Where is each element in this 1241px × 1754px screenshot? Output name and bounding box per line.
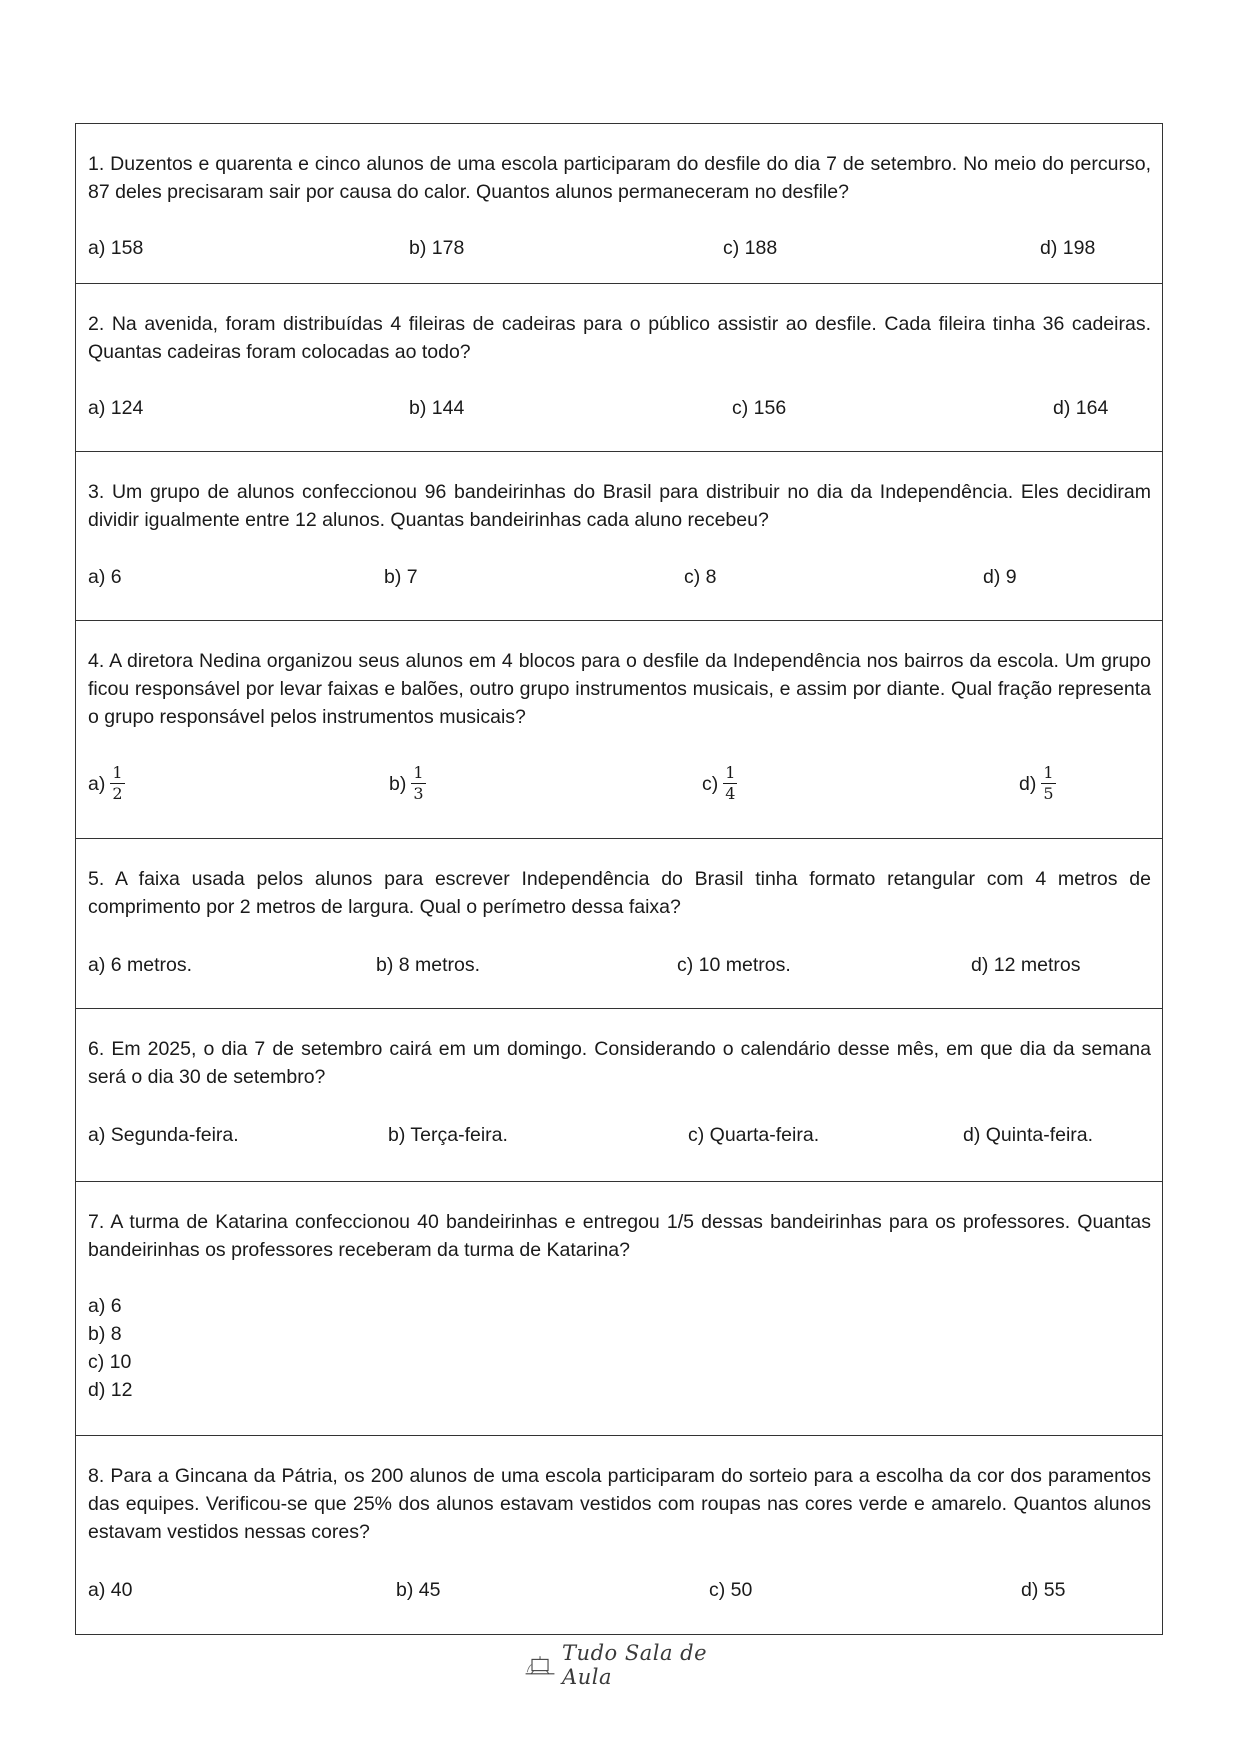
question-stem: 3. Um grupo de alunos confeccionou 96 bandeirinhas do Brasil para distribuir no dia da Independência. Eles decidiram dividir igualmente entre 12 alunos. Quantas bandeirinhas cada aluno recebeu?	[88, 481, 1151, 531]
fraction-denominator: 3	[413, 784, 424, 803]
fraction-numerator: 1	[725, 763, 736, 782]
question-7	[76, 1182, 1162, 1436]
question-6	[76, 1009, 1162, 1182]
option-a: a) 6 metros.	[88, 954, 193, 976]
fraction-numerator: 1	[1043, 763, 1054, 782]
option-b: b) 8	[88, 1323, 122, 1345]
question-5	[76, 839, 1162, 1009]
fraction	[110, 763, 124, 804]
option-a: a) 40	[88, 1579, 133, 1601]
option-a: a) 124	[88, 397, 144, 419]
option-d: d) 12	[88, 1379, 133, 1401]
option-d: d) 55	[1021, 1579, 1066, 1601]
option-c	[702, 763, 737, 804]
option-d: d) 164	[1053, 397, 1109, 419]
option-c: c) Quarta-feira.	[688, 1124, 820, 1146]
option-prefix: c)	[702, 772, 719, 795]
option-d: d) Quinta-feira.	[963, 1124, 1094, 1146]
question-stem: 7. A turma de Katarina confeccionou 40 bandeirinhas e entregou 1/5 dessas bandeirinhas para os professores. Quantas bandeirinhas os professores receberam da turma de Katarina?	[88, 1211, 1151, 1261]
option-prefix: b)	[389, 772, 407, 795]
question-stem: 2. Na avenida, foram distribuídas 4 fileiras de cadeiras para o público assistir ao desfile. Cada fileira tinha 36 cadeiras. Quantas cadeiras foram colocadas ao todo?	[88, 313, 1151, 363]
fraction	[411, 763, 425, 804]
option-b: b) 144	[409, 397, 465, 419]
option-b: b) Terça-feira.	[388, 1124, 508, 1146]
option-prefix: d)	[1019, 772, 1037, 795]
option-c: c) 188	[723, 237, 778, 259]
option-b	[389, 763, 426, 804]
option-b: b) 45	[396, 1579, 441, 1601]
option-c: c) 8	[684, 566, 717, 588]
worksheet-table	[75, 123, 1163, 1635]
option-b: b) 7	[384, 566, 418, 588]
fraction-denominator: 2	[112, 784, 123, 803]
question-stem: 6. Em 2025, o dia 7 de setembro cairá em um domingo. Considerando o calendário desse mês, em que dia da semana será o dia 30 de setembro?	[88, 1038, 1151, 1088]
option-a: a) 6	[88, 1295, 122, 1317]
fraction-denominator: 5	[1043, 784, 1054, 803]
question-stem: 5. A faixa usada pelos alunos para escrever Independência do Brasil tinha formato retangular com 4 metros de comprimento por 2 metros de largura. Qual o perímetro dessa faixa?	[88, 868, 1151, 918]
fraction-numerator: 1	[413, 763, 424, 782]
option-c: c) 10	[88, 1351, 132, 1373]
fraction-denominator: 4	[725, 784, 736, 803]
option-d: d) 9	[983, 566, 1017, 588]
question-2	[76, 284, 1162, 452]
option-d: d) 12 metros	[971, 954, 1081, 976]
option-d	[1019, 763, 1056, 804]
fraction-numerator: 1	[112, 763, 123, 782]
logo-text: Tudo Sala de Aula	[562, 1641, 708, 1689]
option-c: c) 156	[732, 397, 787, 419]
chalkboard-icon	[524, 1652, 556, 1678]
question-4	[76, 621, 1162, 839]
fraction	[1041, 763, 1055, 804]
fraction	[723, 763, 737, 804]
option-a	[88, 763, 125, 804]
option-d: d) 198	[1040, 237, 1096, 259]
option-prefix: a)	[88, 772, 106, 795]
option-a: a) 6	[88, 566, 122, 588]
options-list	[88, 1292, 132, 1404]
option-c: c) 10 metros.	[677, 954, 791, 976]
question-8	[76, 1436, 1162, 1634]
option-a: a) Segunda-feira.	[88, 1124, 239, 1146]
option-c: c) 50	[709, 1579, 753, 1601]
question-1	[76, 124, 1162, 284]
option-b: b) 178	[409, 237, 465, 259]
question-3	[76, 452, 1162, 621]
option-a: a) 158	[88, 237, 144, 259]
question-stem: 8. Para a Gincana da Pátria, os 200 alunos de uma escola participaram do sorteio para a escolha da cor dos paramentos das equipes. Verificou-se que 25% dos alunos estavam vestidos com roupas nas cores verde e amarelo. Quantos alunos estavam vestidos nessas cores?	[88, 1465, 1151, 1543]
question-stem: 1. Duzentos e quarenta e cinco alunos de uma escola participaram do desfile do dia 7 de setembro. No meio do percurso, 87 deles precisaram sair por causa do calor. Quantos alunos permaneceram no desfile?	[88, 153, 1151, 203]
option-b: b) 8 metros.	[376, 954, 481, 976]
question-stem: 4. A diretora Nedina organizou seus alunos em 4 blocos para o desfile da Independência nos bairros da escola. Um grupo ficou responsável por levar faixas e balões, outro grupo instrumentos musicais, e assim por diante. Qual fração representa o grupo responsável pelos instrumentos musicais?	[88, 650, 1151, 728]
footer-logo	[524, 1641, 724, 1689]
